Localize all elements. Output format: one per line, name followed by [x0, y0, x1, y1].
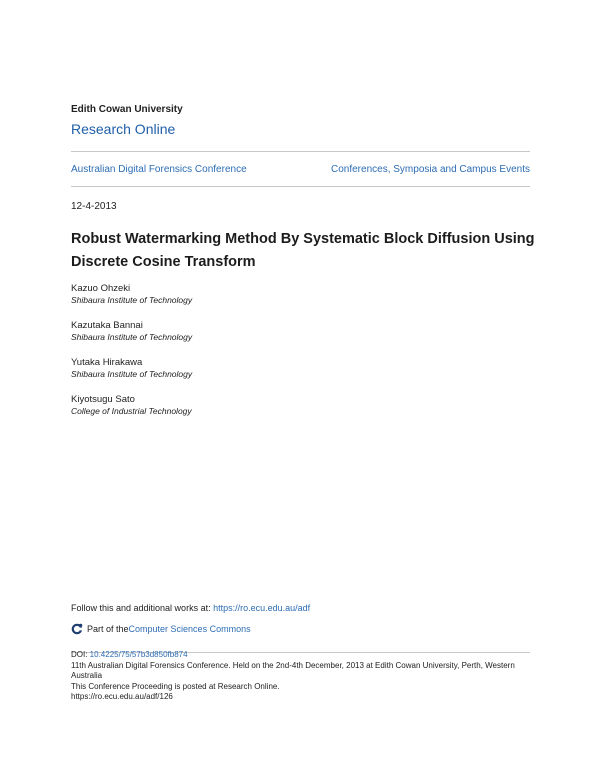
citation-footer [71, 650, 531, 703]
posted-note: This Conference Proceeding is posted at Research Online. [71, 681, 280, 691]
doi-line [71, 650, 531, 661]
paper-title: Robust Watermarking Method By Systematic Block Diffusion Using Discrete Cosine Transform [71, 231, 535, 270]
author-name: Kazuo Ohzeki [71, 283, 131, 294]
publication-date: 12-4-2013 [71, 201, 117, 212]
author-entry [71, 357, 192, 394]
author-affiliation: College of Industrial Technology [71, 406, 192, 416]
follow-line [71, 603, 310, 613]
part-of-text: Part of the [87, 624, 129, 634]
record-url: https://ro.ecu.edu.au/adf/126 [71, 692, 173, 701]
part-of-line [71, 623, 251, 635]
author-affiliation: Shibaura Institute of Technology [71, 369, 193, 379]
collection-link-conferences[interactable]: Conferences, Symposia and Campus Events [331, 164, 530, 175]
doi-label: DOI: [71, 650, 90, 659]
follow-link[interactable]: https://ro.ecu.edu.au/adf [213, 603, 311, 613]
author-affiliation: Shibaura Institute of Technology [71, 332, 193, 342]
author-name: Kiyotsugu Sato [71, 394, 135, 405]
doi-link[interactable]: 10.4225/75/57b3d850fb874 [89, 650, 188, 659]
author-entry [71, 394, 192, 431]
collection-link-adf[interactable]: Australian Digital Forensics Conference [71, 164, 247, 175]
divider-collections [71, 186, 530, 187]
author-entry [71, 320, 192, 357]
author-entry [71, 283, 192, 320]
author-affiliation: Shibaura Institute of Technology [71, 295, 193, 305]
institution-name: Edith Cowan University [71, 104, 183, 115]
commons-icon [71, 623, 83, 635]
follow-text: Follow this and additional works at: [71, 603, 214, 613]
divider-top [71, 151, 530, 152]
event-note: 11th Australian Digital Forensics Conference. Held on the 2nd-4th December, 2013 at Edith Cowan University, Perth, Western Australia [71, 660, 515, 680]
computer-sciences-commons-link[interactable]: Computer Sciences Commons [128, 624, 251, 634]
author-name: Yutaka Hirakawa [71, 357, 143, 368]
author-list [71, 283, 192, 431]
author-name: Kazutaka Bannai [71, 320, 143, 331]
research-online-link[interactable]: Research Online [71, 121, 176, 137]
